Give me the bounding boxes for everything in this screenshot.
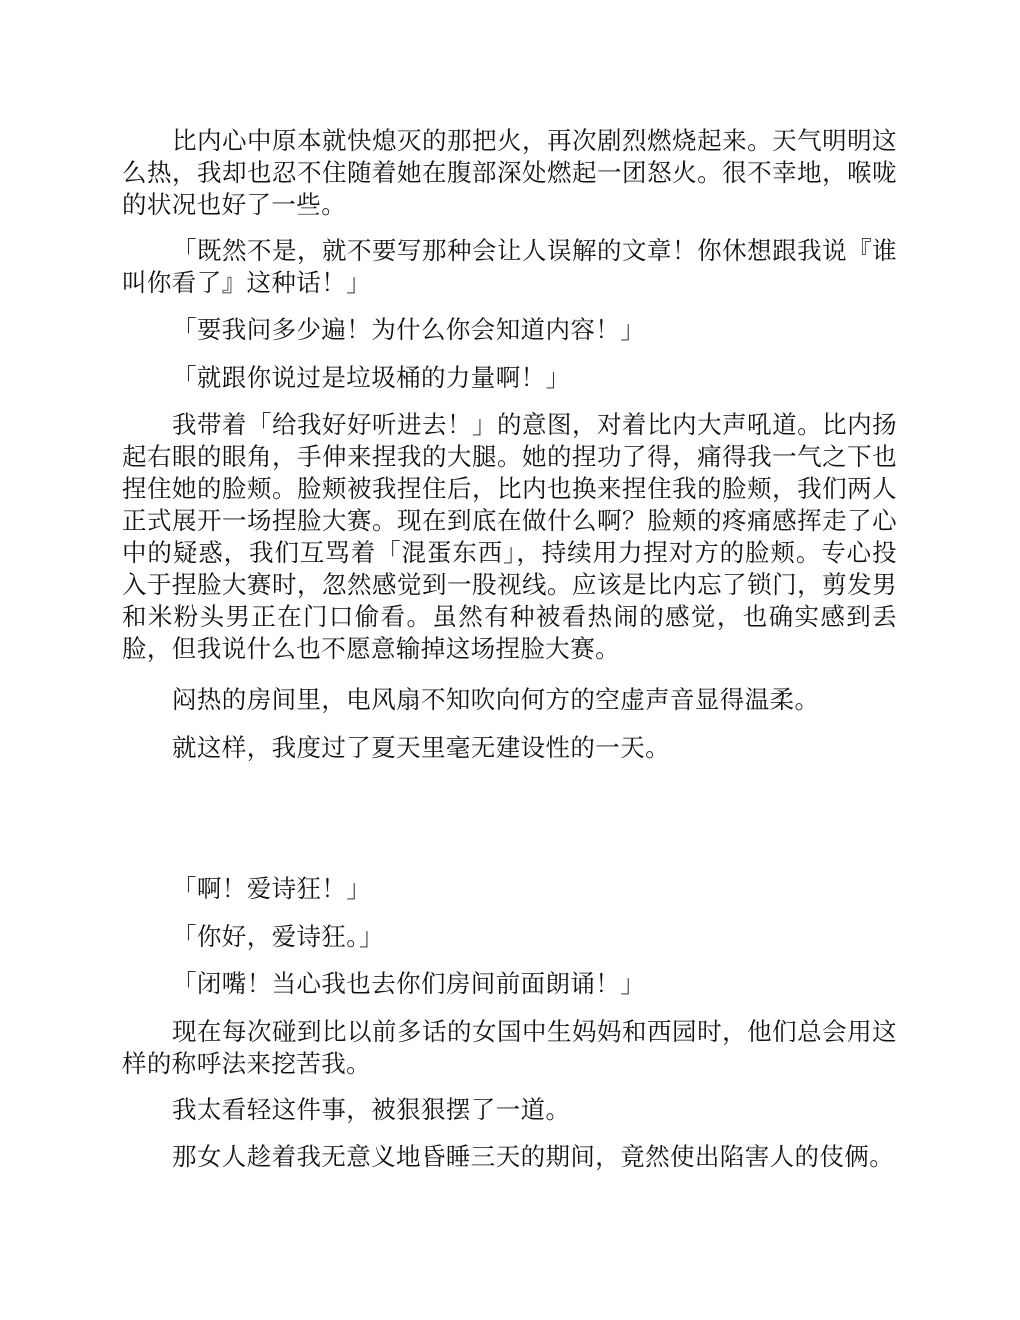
paragraph-2: 「既然不是，就不要写那种会让人误解的文章！你休想跟我说『谁叫你看了』这种话！」 <box>122 236 897 297</box>
paragraph-7: 就这样，我度过了夏天里毫无建设性的一天。 <box>172 733 670 762</box>
paragraph-1: 比内心中原本就快熄灭的那把火，再次剧烈燃烧起来。天气明明这么热，我却也忍不住随着她在腹部深处燃起一团怒火。很不幸地，喉咙的状况也好了一些。 <box>122 126 897 219</box>
paragraph-8: 「啊！爱诗狂！」 <box>172 874 372 903</box>
paragraph-13: 那女人趁着我无意义地昏睡三天的期间，竟然使出陷害人的伎俩。 <box>172 1142 895 1171</box>
paragraph-3: 「要我问多少遍！为什么你会知道内容！」 <box>172 315 646 344</box>
paragraph-5: 我带着「给我好好听进去！」的意图，对着比内大声吼道。比内扬起右眼的眼角，手伸来捏我的大腿。她的捏功了得，痛得我一气之下也捏住她的脸颊。脸颊被我捏住后，比内也换来捏住我的脸颊，我们两人正式展开一场捏脸大赛。现在到底在做什么啊？脸颊的疼痛感挥走了心中的疑惑，我们互骂着「混蛋东西」，持续用力捏对方的脸颊。专心投入于捏脸大赛时，忽然感觉到一股视线。应该是比内忘了锁门，剪发男和米粉头男正在门口偷看。虽然有种被看热闹的感觉，也确实感到丢脸，但我说什么也不愿意输掉这场捏脸大赛。 <box>122 410 897 663</box>
paragraph-12: 我太看轻这件事，被狠狠摆了一道。 <box>172 1095 571 1124</box>
paragraph-4: 「就跟你说过是垃圾桶的力量啊！」 <box>172 363 571 392</box>
paragraph-9: 「你好，爱诗狂。」 <box>172 922 384 951</box>
paragraph-6: 闷热的房间里，电风扇不知吹向何方的空虚声音显得温柔。 <box>172 685 820 714</box>
paragraph-10: 「闭嘴！当心我也去你们房间前面朗诵！」 <box>172 969 646 998</box>
paragraph-11: 现在每次碰到比以前多话的女国中生妈妈和西园时，他们总会用这样的称呼法来挖苦我。 <box>122 1017 897 1078</box>
